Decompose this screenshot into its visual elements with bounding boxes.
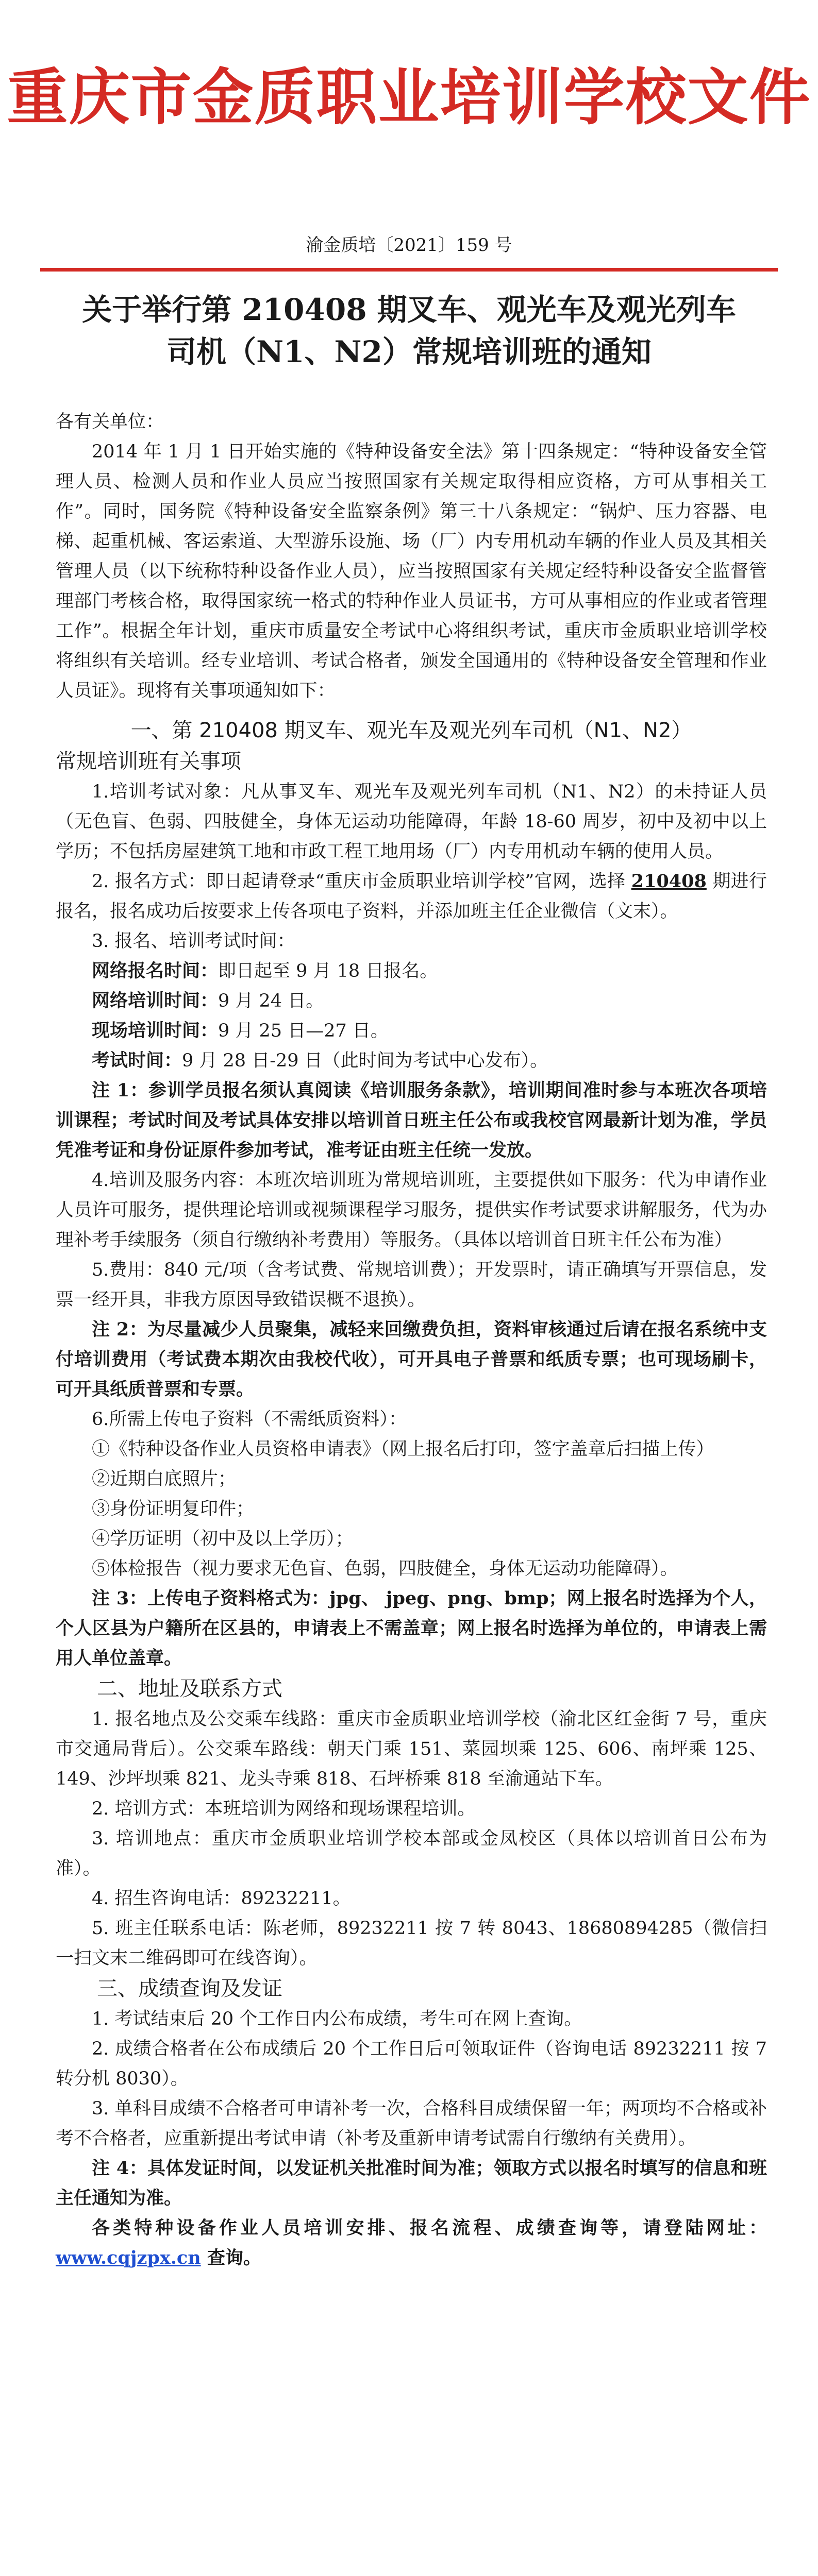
item-documents: 6.所需上传电子资料（不需纸质资料）： xyxy=(92,1409,407,1430)
note-3 xyxy=(56,1584,767,1673)
schedule-network-value: 9 月 24 日。 xyxy=(218,991,324,1011)
schedule-exam-label: 考试时间： xyxy=(92,1050,182,1071)
certificate-collection: 2. 成绩合格者在公布成绩后 20 个工作日后可领取证件（咨询电话 89232211 按 7 转分机 8030）。 xyxy=(56,2039,767,2089)
doc-education: ④学历证明（初中及以上学历）； xyxy=(92,1529,354,1549)
note-2 xyxy=(56,1315,767,1404)
salutation: 各有关单位： xyxy=(56,412,164,432)
schedule-onsite-label: 现场培训时间： xyxy=(92,1020,219,1041)
note-1-text: 参训学员报名须认真阅读《培训服务条款》，培训期间准时参与本班次各项培训课程；考试时间及考试具体安排以培训首日班主任公布或我校官网最新计划为准，学员凭准考证和身份证原件参加考试，准考证由班主任统一发放。 xyxy=(56,1080,767,1161)
training-method: 2. 培训方式：本班培训为网络和现场课程培训。 xyxy=(92,1799,476,1819)
schedule-exam xyxy=(56,1046,767,1076)
doc-application-form: ①《特种设备作业人员资格申请表》（网上报名后打印，签字盖章后扫描上传） xyxy=(92,1439,714,1460)
note-1 xyxy=(56,1076,767,1165)
note-3-label: 注 3： xyxy=(92,1588,147,1609)
schedule-onsite xyxy=(56,1016,767,1046)
item-fees: 5.费用：840 元/项（含考试费、常规培训费）；开发票时，请正确填写开票信息，发票一经开具，非我方原因导致错误概不退换）。 xyxy=(56,1260,767,1310)
closing-suffix: 查询。 xyxy=(201,2247,261,2268)
enrollment-phone: 4. 招生咨询电话：89232211。 xyxy=(92,1888,351,1909)
notice-title-line1: 关于举行第 210408 期叉车、观光车及观光列车 xyxy=(82,292,736,327)
period-number: 210408 xyxy=(631,871,707,892)
website-link[interactable]: www.cqjzpx.cn xyxy=(56,2247,201,2268)
note-3-text: 上传电子资料格式为：jpg、 jpeg、png、bmp；网上报名时选择为个人，个人区县为户籍所在区县的，申请表上不需盖章；网上报名时选择为单位的，申请表上需用人单位盖章。 xyxy=(56,1588,767,1669)
note-2-label: 注 2： xyxy=(92,1319,147,1340)
teacher-contact: 5. 班主任联系电话：陈老师，89232211 按 7 转 8043、18680894285（微信扫一扫文末二维码即可在线咨询）。 xyxy=(56,1918,767,1969)
schedule-exam-value: 9 月 28 日-29 日（此时间为考试中心发布）。 xyxy=(182,1050,548,1071)
document-number: 渝金质培〔2021〕159 号 xyxy=(306,235,512,256)
schedule-online xyxy=(56,956,767,986)
closing-prefix: 各类特种设备作业人员培训安排、报名流程、成绩查询等，请登陆网址： xyxy=(92,2217,767,2239)
section2-title: 二、地址及联系方式 xyxy=(97,1677,282,1701)
training-location: 3. 培训地点：重庆市金质职业培训学校本部或金凤校区（具体以培训首日公布为准）。 xyxy=(56,1828,767,1879)
closing-paragraph xyxy=(56,2213,767,2273)
item-registration-prefix: 2. 报名方式：即日起请登录“重庆市金质职业培训学校”官网，选择 xyxy=(92,871,631,892)
section3-title: 三、成绩查询及发证 xyxy=(97,1977,282,2001)
notice-title-line2: 司机（N1、N2）常规培训班的通知 xyxy=(166,334,652,369)
retake-rules: 3. 单科目成绩不合格者可申请补考一次，合格科目成绩保留一年；两项均不合格或补考不合格者，应重新提出考试申请（补考及重新申请考试需自行缴纳有关费用）。 xyxy=(56,2098,767,2149)
intro-paragraph: 2014 年 1 月 1 日开始实施的《特种设备安全法》第十四条规定：“特种设备安全管理人员、检测人员和作业人员应当按照国家有关规定取得相应资格，方可从事相关工作”。同时，国务院《特种设备安全监察条例》第三十八条规定：“锅炉、压力容器、电梯、起重机械、客运索道、大型游乐设施、场（厂）内专用机动车辆的作业人员及其相关管理人员（以下统称特种设备作业人员），应当按照国家有关规定经特种设备安全监督管理部门考核合格，取得国家统一格式的特种作业人员证书，方可从事相应的作业或者管理工作”。根据全年计划，重庆市质量安全考试中心将组织考试，重庆市金质职业培训学校将组织有关培训。经专业培训、考试合格者，颁发全国通用的《特种设备安全管理和作业人员证》。现将有关事项通知如下： xyxy=(56,442,767,701)
doc-id-copy: ③身份证明复印件； xyxy=(92,1499,255,1519)
schedule-network xyxy=(56,986,767,1016)
doc-medical: ⑤体检报告（视力要求无色盲、色弱，四肢健全，身体无运动功能障碍）。 xyxy=(92,1558,678,1579)
section1-title: 一、第 210408 期叉车、观光车及观光列车司机（N1、N2） xyxy=(130,719,692,742)
address-route: 1. 报名地点及公交乘车线路：重庆市金质职业培训学校（渝北区红金街 7 号，重庆市交通局背后）。公交乘车路线：朝天门乘 151、菜园坝乘 125、606、南坪乘 125、149、沙坪坝乘 821、龙头寺乘 818、石坪桥乘 818 至渝通站下车。 xyxy=(56,1709,767,1789)
schedule-onsite-value: 9 月 25 日—27 日。 xyxy=(218,1021,389,1041)
section1-title-cont: 常规培训班有关事项 xyxy=(56,750,241,773)
notice-title xyxy=(52,289,766,373)
org-header-title: 重庆市金质职业培训学校文件 xyxy=(7,62,811,133)
item-registration-suffix: 期进行报名，报名成功后按要求上传各项电子资料，并添加班主任企业微信（文末）。 xyxy=(56,871,767,922)
note-4-text: 具体发证时间，以发证机关批准时间为准；领取方式以报名时填写的信息和班主任通知为准。 xyxy=(56,2158,767,2209)
note-2-text: 为尽量减少人员聚集，减轻来回缴费负担，资料审核通过后请在报名系统中支付培训费用（考试费本期次由我校代收），可开具电子普票和纸质专票；也可现场刷卡，可开具纸质普票和专票。 xyxy=(56,1319,767,1400)
schedule-network-label: 网络培训时间： xyxy=(92,990,219,1011)
note-1-label: 注 1： xyxy=(92,1080,148,1101)
note-4 xyxy=(56,2154,767,2213)
red-divider xyxy=(40,268,778,272)
doc-photo: ②近期白底照片； xyxy=(92,1469,237,1489)
item-training-target: 1.培训考试对象：凡从事叉车、观光车及观光列车司机（N1、N2）的未持证人员（无色盲、色弱、四肢健全，身体无运动功能障碍，年龄 18-60 周岁，初中及初中以上学历；不包括房屋建筑工地和市政工程工地用场（厂）内专用机动车辆的使用人员。 xyxy=(56,782,767,862)
item-registration xyxy=(56,867,767,926)
notice-body xyxy=(56,407,767,2273)
item-services: 4.培训及服务内容：本班次培训班为常规培训班，主要提供如下服务：代为申请作业人员许可服务，提供理论培训或视频课程学习服务，提供实作考试要求讲解服务，代为办理补考手续服务（须自行缴纳补考费用）等服务。（具体以培训首日班主任公布为准） xyxy=(56,1170,767,1250)
item-schedule: 3. 报名、培训考试时间： xyxy=(92,931,295,952)
schedule-online-label: 网络报名时间： xyxy=(92,960,219,981)
result-query: 1. 考试结束后 20 个工作日内公布成绩，考生可在网上查询。 xyxy=(92,2009,582,2029)
schedule-online-value: 即日起至 9 月 18 日报名。 xyxy=(218,961,438,981)
note-4-label: 注 4： xyxy=(92,2158,147,2179)
